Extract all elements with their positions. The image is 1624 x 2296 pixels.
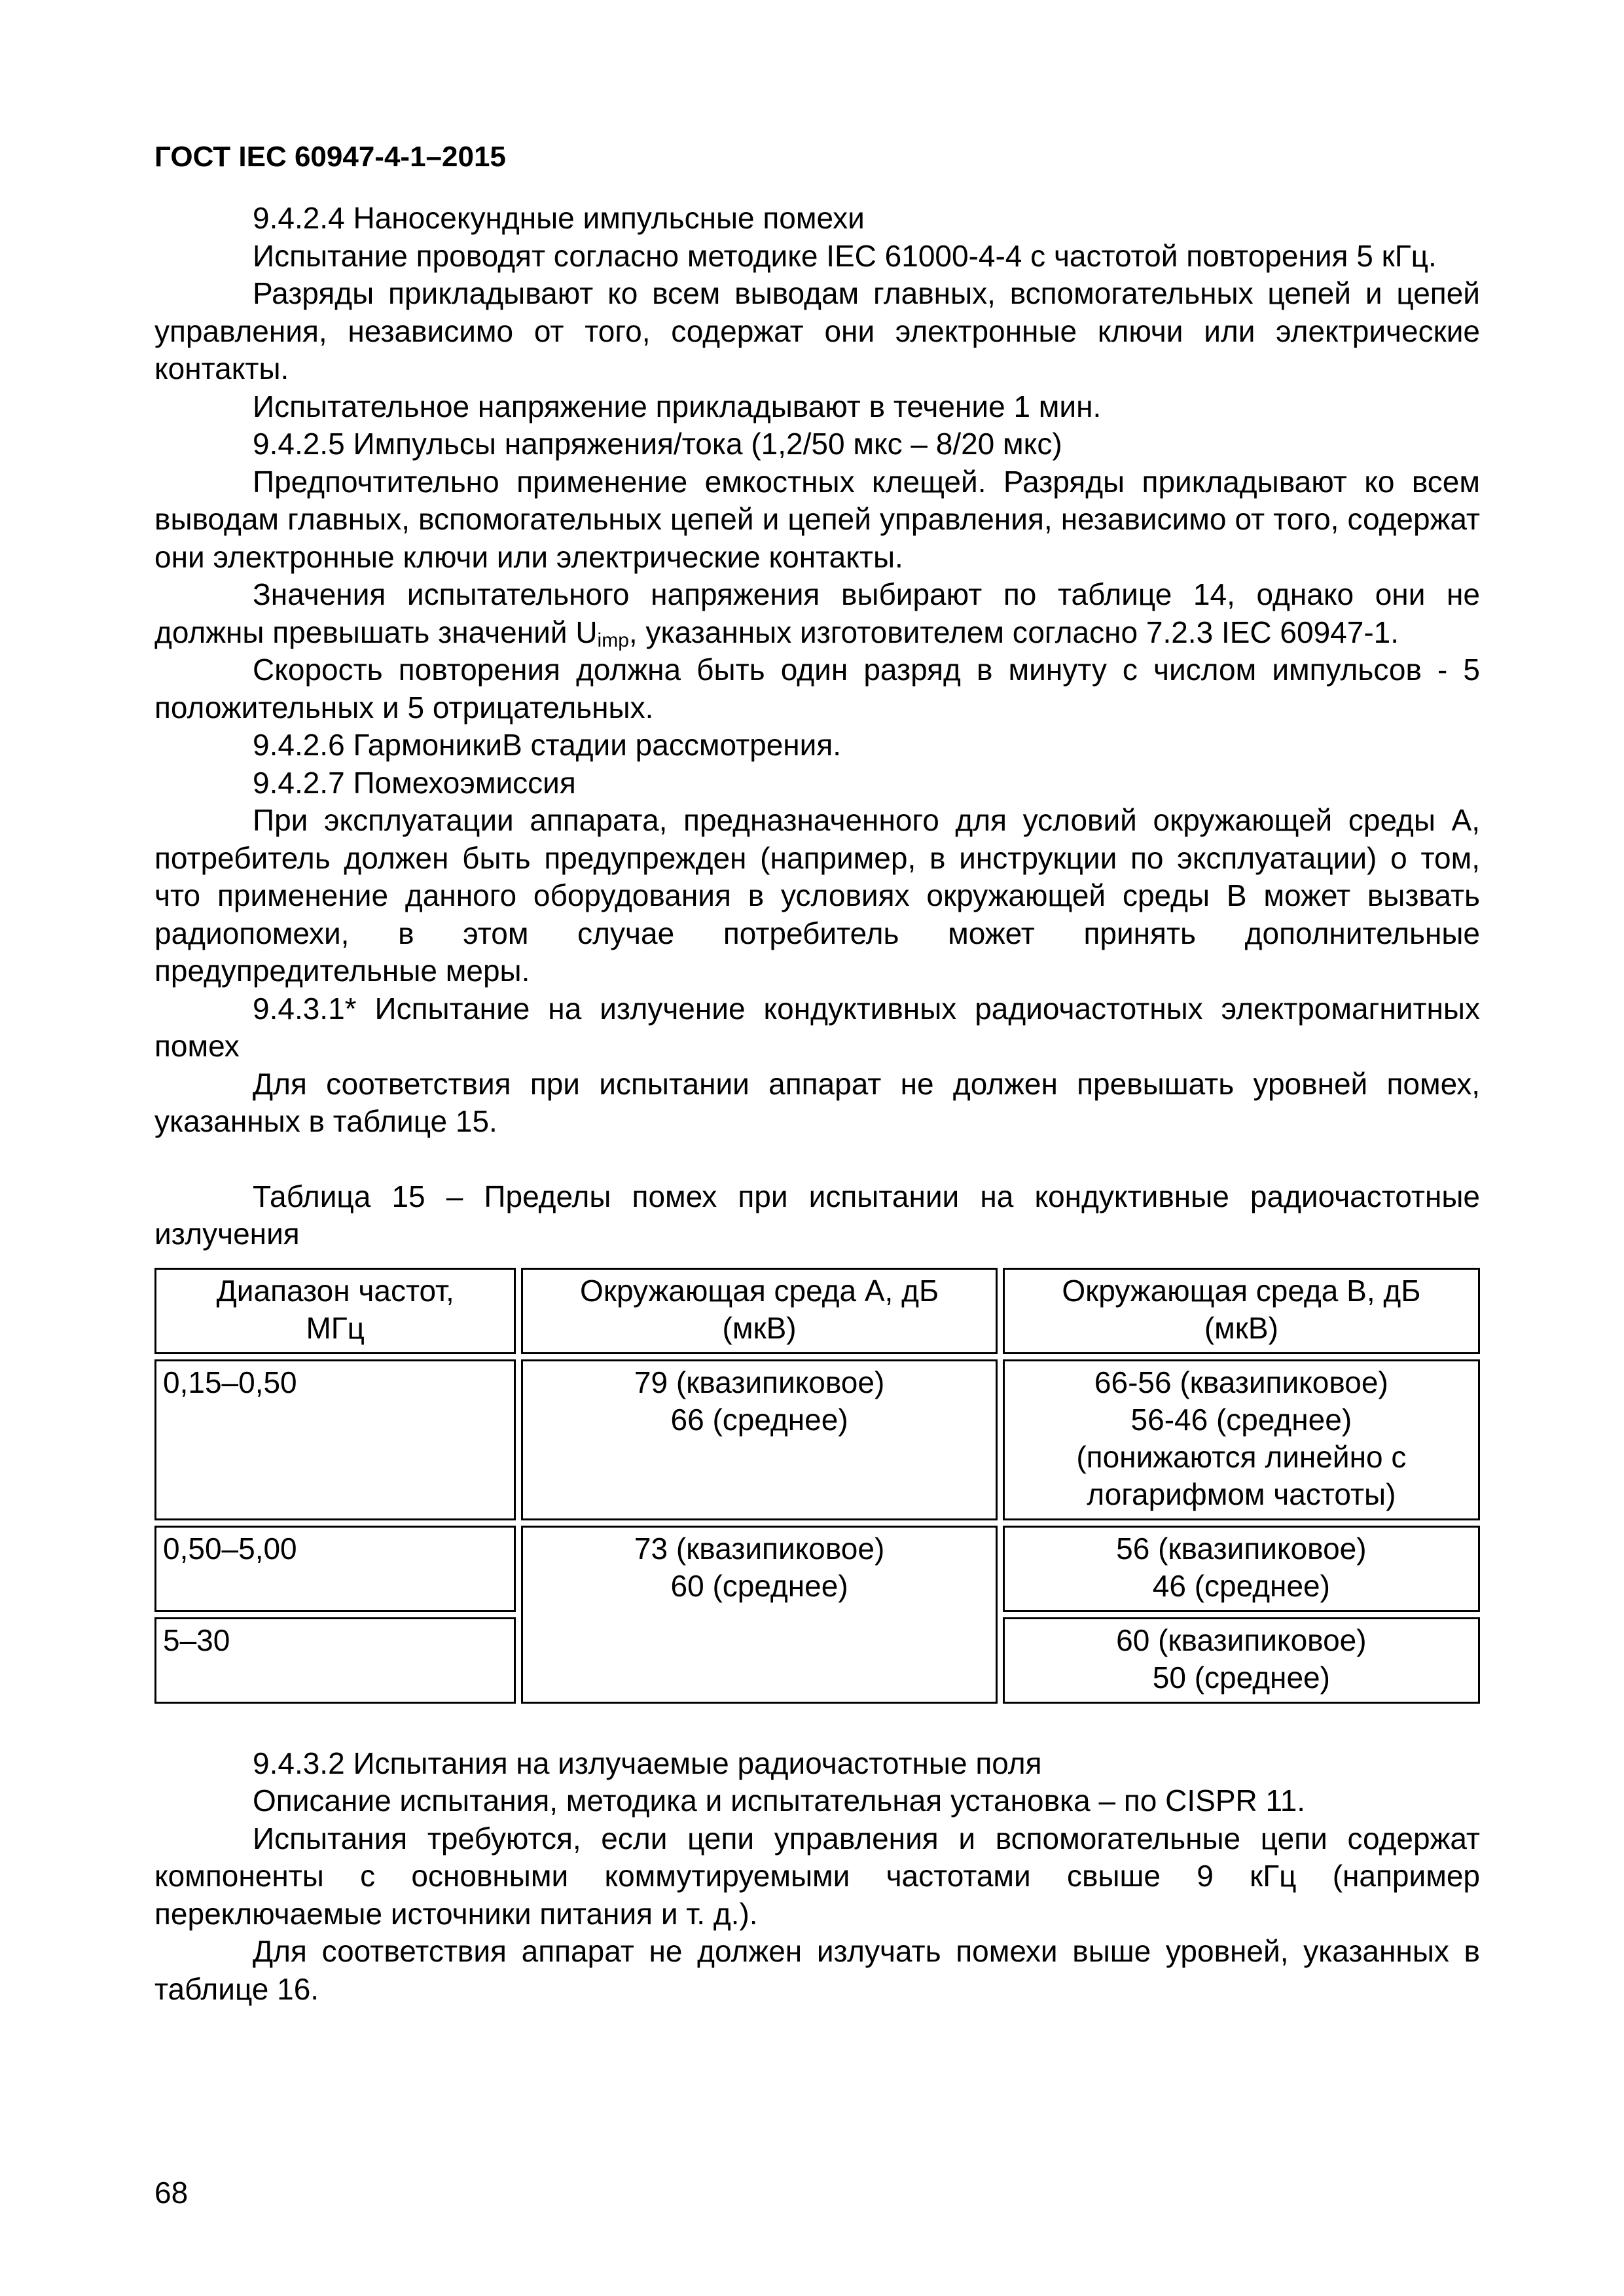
- section-heading-9-4-2-5: 9.4.2.5 Импульсы напряжения/тока (1,2/50 мкс – 8/20 мкс): [253, 427, 1062, 461]
- section-heading-9-4-2-7: 9.4.2.7 Помехоэмиссия: [253, 765, 576, 800]
- section-heading-9-4-2-4: 9.4.2.4 Наносекундные импульсные помехи: [253, 201, 865, 235]
- section-heading-9-4-3-1: 9.4.3.1* Испытание на излучение кондуктивных радиочастотных электромагнитных помех: [154, 991, 1480, 1063]
- cell-environment-a: 79 (квазипиковое) 66 (среднее): [521, 1359, 997, 1520]
- paragraph: Для соответствия аппарат не должен излучать помехи выше уровней, указанных в таблице 16.: [154, 1934, 1480, 2006]
- cell-frequency-range: 0,15–0,50: [154, 1359, 516, 1520]
- section-heading-9-4-3-2: 9.4.3.2 Испытания на излучаемые радиочастотные поля: [253, 1746, 1042, 1780]
- header-cell-frequency-range: Диапазон частот, МГц: [154, 1268, 516, 1354]
- paragraph: Скорость повторения должна быть один разряд в минуту с числом импульсов - 5 положительных и 5 отрицательных.: [154, 653, 1480, 725]
- paragraph: Разряды прикладывают ко всем выводам главных, вспомогательных цепей и цепей управления, независимо от того, содержат они электронные ключи или электрические контакты.: [154, 276, 1480, 386]
- paragraph: Испытание проводят согласно методике IEC 61000-4-4 с частотой повторения 5 кГц.: [253, 238, 1437, 273]
- section-heading-9-4-2-6: 9.4.2.6 ГармоникиВ стадии рассмотрения.: [253, 728, 842, 762]
- limits-table: [149, 1263, 1485, 1709]
- document-header-title: ГОСТ IEC 60947-4-1–2015: [154, 141, 506, 173]
- page-number: 68: [154, 2176, 189, 2210]
- cell-frequency-range: 5–30: [154, 1617, 516, 1704]
- paragraph: При эксплуатации аппарата, предназначенного для условий окружающей среды А, потребитель должен быть предупрежден (например, в инструкции по эксплуатации) о том, что применение данного оборудования в условиях окружающей среды В может вызвать радиопомехи, в этом случае потребитель может принять дополнительные предупредительные меры.: [154, 803, 1480, 988]
- table-caption: Таблица 15 – Пределы помех при испытании на кондуктивные радиочастотные излучения: [154, 1179, 1480, 1251]
- paragraph: Испытания требуются, если цепи управления и вспомогательные цепи содержат компоненты с основными коммутируемыми частотами свыше 9 кГц (например переключаемые источники питания и т. д.).: [154, 1821, 1480, 1931]
- cell-environment-b: 60 (квазипиковое) 50 (среднее): [1003, 1617, 1480, 1704]
- paragraph: Предпочтительно применение емкостных клещей. Разряды прикладывают ко всем выводам главных, вспомогательных цепей и цепей управления, независимо от того, содержат они электронные ключи или электрические контакты.: [154, 464, 1480, 574]
- header-cell-environment-b: Окружающая среда В, дБ (мкВ): [1003, 1268, 1480, 1354]
- paragraph-uimp: [154, 576, 1480, 651]
- table-row: [154, 1359, 1480, 1520]
- cell-frequency-range: 0,50–5,00: [154, 1526, 516, 1612]
- uimp-text-after: , указанных изготовителем согласно 7.2.3 IEC 60947-1.: [628, 615, 1399, 649]
- paragraph: Описание испытания, методика и испытательная установка – по CISPR 11.: [253, 1784, 1306, 1818]
- cell-environment-a-merged: 73 (квазипиковое) 60 (среднее): [521, 1526, 997, 1704]
- document-body: [154, 200, 1480, 2008]
- table-row: [154, 1526, 1480, 1612]
- header-cell-environment-a: Окружающая среда А, дБ (мкВ): [521, 1268, 997, 1354]
- table-header-row: [154, 1268, 1480, 1354]
- cell-environment-b: 56 (квазипиковое) 46 (среднее): [1003, 1526, 1480, 1612]
- cell-environment-b: 66-56 (квазипиковое) 56-46 (среднее) (понижаются линейно с логарифмом частоты): [1003, 1359, 1480, 1520]
- uimp-subscript: imp: [597, 629, 629, 651]
- uimp-text-before: Значения испытательного напряжения выбирают по таблице 14, однако они не должны превышать значений U: [154, 577, 1480, 649]
- paragraph: Для соответствия при испытании аппарат не должен превышать уровней помех, указанных в таблице 15.: [154, 1066, 1480, 1138]
- paragraph: Испытательное напряжение прикладывают в течение 1 мин.: [253, 389, 1102, 423]
